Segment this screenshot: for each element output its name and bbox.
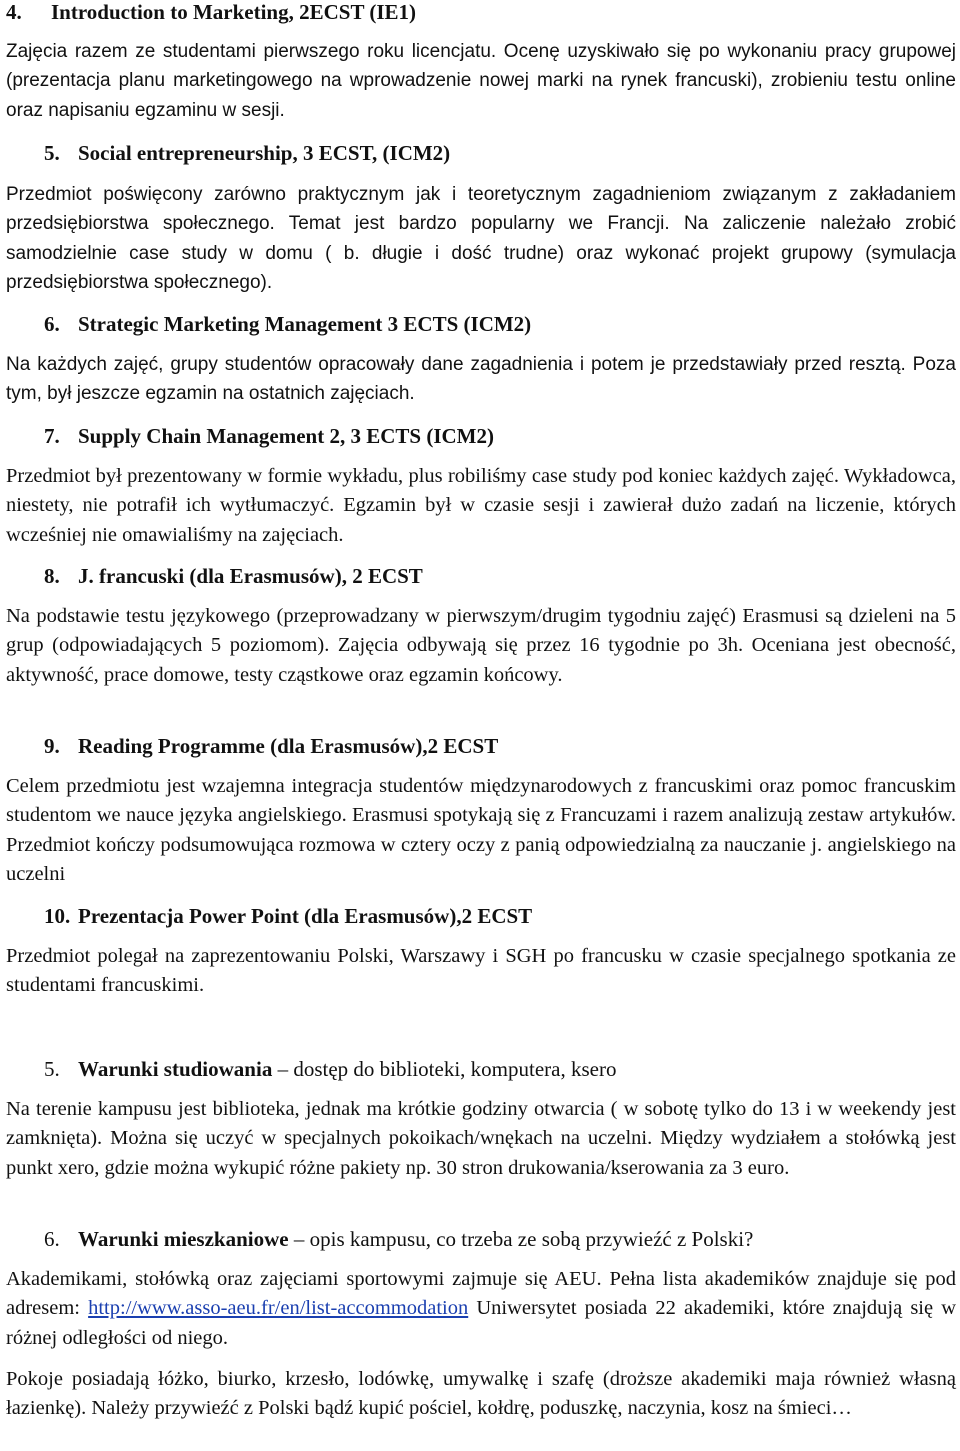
- chapter-body: [6, 1265, 956, 1353]
- chapter-title: Warunki studiowania: [78, 1057, 273, 1081]
- section-heading: [44, 422, 960, 450]
- section-number: 5.: [44, 141, 60, 165]
- section-title: Reading Programme (dla Erasmusów),2 ECST: [78, 734, 499, 758]
- section-number: 8.: [44, 564, 60, 588]
- section-heading: [44, 562, 960, 590]
- chapter-body-paragraph-2: Pokoje posiadają łóżko, biurko, krzesło, lodówkę, umywalkę i szafę (droższe akademiki maja również własną łazienkę). Należy przywieźć z Polski bądź kupić pościel, kołdrę, poduszkę, naczynia, kosz na śmieci…: [6, 1368, 956, 1420]
- section-number: 4.: [6, 0, 22, 24]
- chapter-heading: [44, 1055, 960, 1083]
- chapter-title: Warunki mieszkaniowe: [78, 1227, 289, 1251]
- section-number: 9.: [44, 734, 60, 758]
- section-title: Supply Chain Management 2, 3 ECTS (ICM2): [78, 424, 494, 448]
- section-heading: [6, 0, 956, 26]
- section-body: Na każdych zajęć, grupy studentów opracowały dane zagadnienia i potem je przedstawiały przed resztą. Poza tym, był jeszcze egzamin na ostatnich zajęciach.: [6, 354, 956, 405]
- chapter-body-text: Akademikami, stołówką oraz zajęciami sportowymi zajmuje się AEU. Pełna lista akademików znajduje się pod adresem:: [6, 1268, 956, 1320]
- section-number: 7.: [44, 424, 60, 448]
- section-body: Przedmiot poświęcony zarówno praktycznym jak i teoretycznym zagadnieniom związanym z zakładaniem przedsiębiorstwa społecznego. Temat jest bardzo popularny we Francji. Na zaliczenie należało zrobić samodzielnie case study w domu ( b. długie i dość trudne) oraz wykonać projekt grupowy (symulacja przedsiębiorstwa społecznego).: [6, 184, 956, 293]
- chapter-body-text-continued: Uniwersytet posiada 22 akademiki, które znajdują się w różnej odległości od niego.: [6, 1297, 957, 1349]
- chapter-number: 6.: [44, 1227, 60, 1251]
- section-heading: [44, 732, 960, 760]
- section-heading: [44, 902, 960, 930]
- section-heading: [44, 139, 960, 167]
- section-title: Introduction to Marketing, 2ECST (IE1): [51, 0, 417, 24]
- section-heading: [44, 310, 960, 338]
- section-body: Na podstawie testu językowego (przeprowadzany w pierwszym/drugim tygodniu zajęć) Erasmusi są dzieleni na 5 grup (odpowiadających 5 poziomom). Zajęcia odbywają się przez 16 tygodnie po 3h. Oceniana jest obecność, aktywność, prace domowe, testy cząstkowe oraz egzamin końcowy.: [6, 605, 956, 686]
- section-title: Prezentacja Power Point (dla Erasmusów),2 ECST: [78, 904, 533, 928]
- section-title: J. francuski (dla Erasmusów), 2 ECST: [78, 564, 423, 588]
- section-title: Strategic Marketing Management 3 ECTS (ICM2): [78, 312, 532, 336]
- chapter-subtitle: – dostęp do biblioteki, komputera, ksero: [272, 1057, 617, 1081]
- section-body: Celem przedmiotu jest wzajemna integracja studentów międzynarodowych z francuskimi oraz pomoc francuskim studentom we nauce języka angielskiego. Erasmusi spotykają się z Francuzami i razem analizują zestaw artykułów. Przedmiot kończy podsumowująca rozmowa w cztery oczy z panią odpowiedzialną za nauczanie j. angielskiego na uczelni: [6, 775, 956, 885]
- section-body: Przedmiot polegał na zaprezentowaniu Polski, Warszawy i SGH po francusku w czasie specjalnego spotkania ze studentami francuskimi.: [6, 945, 956, 997]
- section-body: Zajęcia razem ze studentami pierwszego roku licencjatu. Ocenę uzyskiwało się po wykonaniu pracy grupowej (prezentacja planu marketingowego na wprowadzenie nowej marki na rynek francuski), zrobieniu testu online oraz napisaniu egzaminu w sesji.: [6, 41, 956, 121]
- chapter-heading: [44, 1225, 960, 1253]
- section-number: 10.: [44, 904, 71, 928]
- accommodation-link[interactable]: http://www.asso-aeu.fr/en/list-accommodation: [88, 1297, 469, 1320]
- chapter-subtitle: – opis kampusu, co trzeba ze sobą przywieźć z Polski?: [288, 1227, 754, 1251]
- section-number: 6.: [44, 312, 60, 336]
- chapter-number: 5.: [44, 1057, 60, 1081]
- section-body: Przedmiot był prezentowany w formie wykładu, plus robiliśmy case study pod koniec każdych zajęć. Wykładowca, niestety, nie potrafił ich wytłumaczyć. Egzamin był w czasie sesji i zawierał dużo zadań na liczenie, których wcześniej nie omawialiśmy na zajęciach.: [6, 465, 956, 546]
- chapter-body: Na terenie kampusu jest biblioteka, jednak ma krótkie godziny otwarcia ( w sobotę tylko do 13 i w weekendy jest zamknięta). Można się uczyć w specjalnych pokoikach/wnękach na uczelni. Między wydziałem a stołówką jest punkt xero, gdzie można wykupić różne pakiety np. 30 stron drukowania/kserowania za 3 euro.: [6, 1098, 956, 1179]
- section-title: Social entrepreneurship, 3 ECST, (ICM2): [78, 141, 451, 165]
